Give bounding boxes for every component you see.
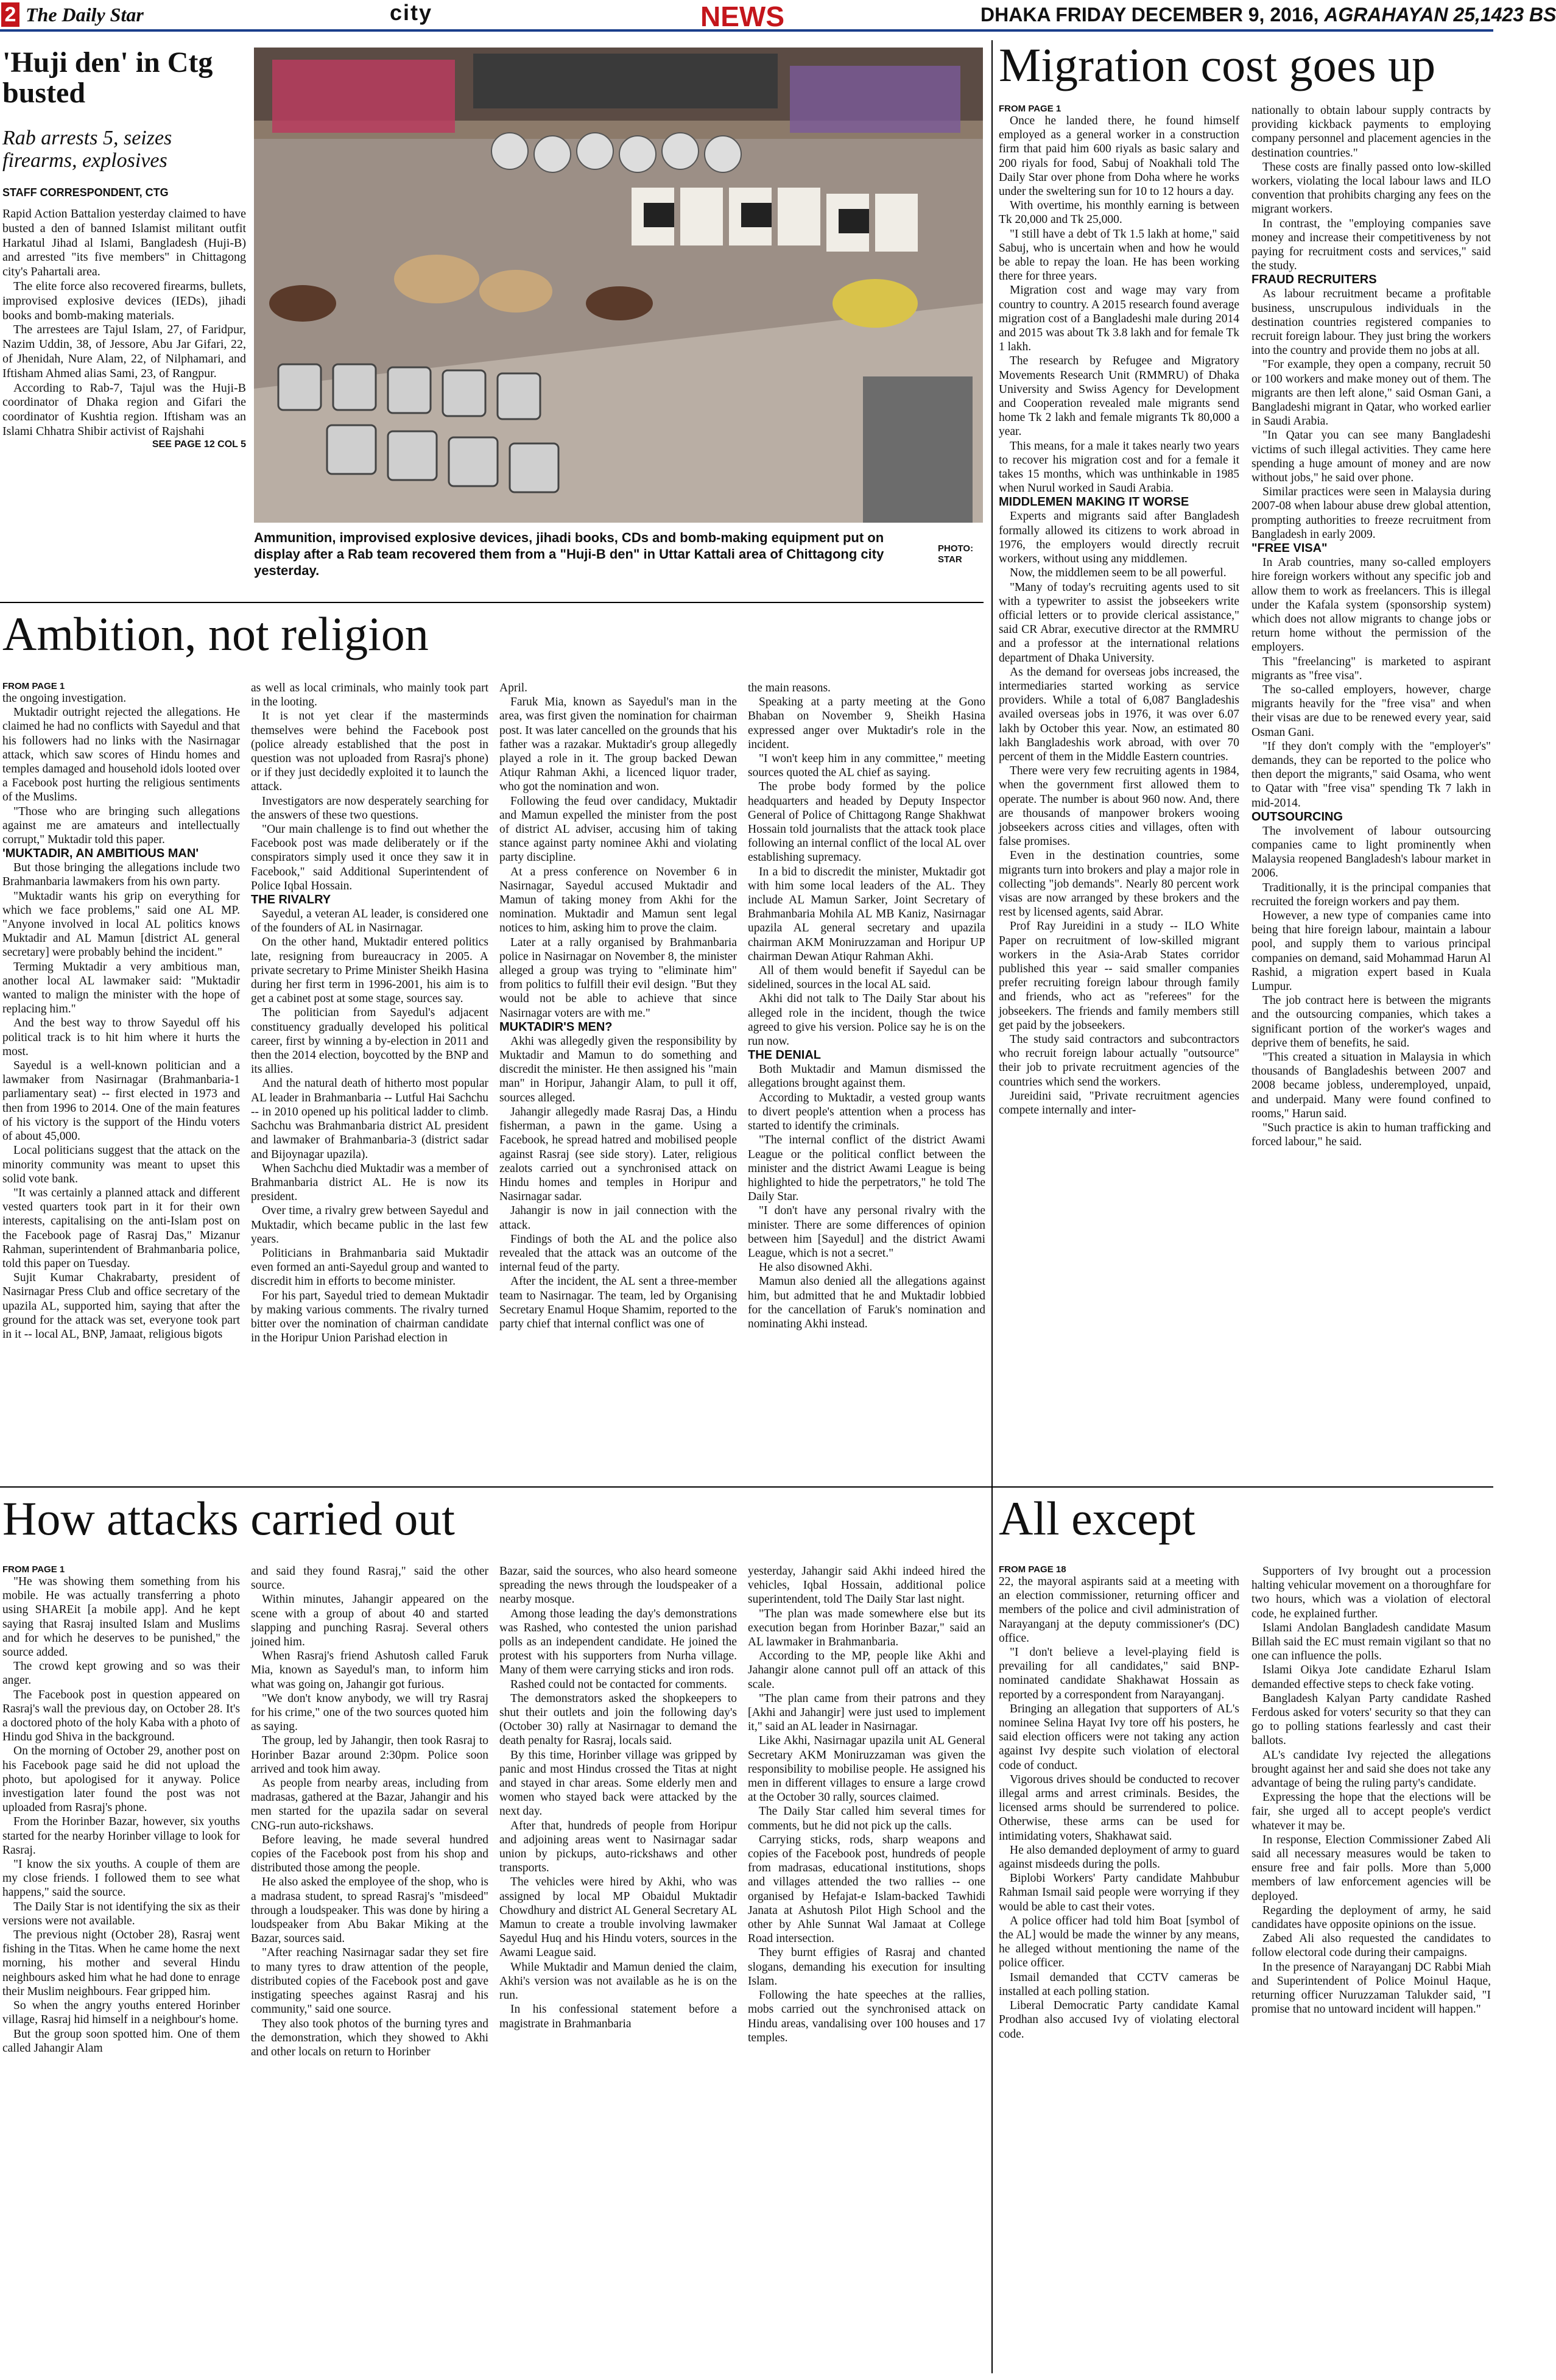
- paragraph: Following the hate speeches at the rallies, mobs carried out the synchronised attack on Hindu areas, vandalising over 100 houses and 17 temples.: [748, 1989, 985, 2044]
- photo-credit-source: STAR: [938, 554, 962, 565]
- paragraph: Once he landed there, he found himself employed as a general worker in a construction firm that paid him 600 riyals as basic salary and 200 riyals for food, Sabuj of Noakhali told The Daily Star over phone from Doha where he works under the sweltering sun for 10 to 12 hours a day.: [999, 115, 1239, 199]
- page-number: 2: [1, 2, 19, 27]
- paragraph: Even in the destination countries, some migrants turn into brokers and play a major role in collecting "job demands". Nearly 80 percent work visas are now arranged by these brokers and the rest by licensed agents, said Abrar.: [999, 849, 1239, 919]
- paragraph: Local politicians suggest that the attack on the minority community was meant to upset this solid vote bank.: [2, 1144, 240, 1185]
- paragraph: The arrestees are Tajul Islam, 27, of Faridpur, Nazim Uddin, 38, of Jessore, Abu Jar Gifari, 22, of Jhenidah, Nure Alam, 22, of Nilphamari, and Iftisham Ahmed alias Sami, 23, of Rangpur.: [2, 323, 246, 380]
- from-page-label: FROM PAGE 1: [2, 681, 65, 691]
- paragraph: Sujit Kumar Chakrabarty, president of Nasirnagar Press Club and office secretary of the upazila AL, supported him, saying that after the ground for the attack was set, everyone took part in it -- local AL, BNP, Jamaat, religious bigots: [2, 1271, 240, 1341]
- subhead: THE RIVALRY: [251, 893, 331, 907]
- paragraph: This means, for a male it takes nearly two years to recover his migration cost and for a female it takes 15 months, which was unthinkable in 1985 when Nurul worked in Saudi Arabia.: [999, 439, 1239, 495]
- paragraph: "This created a situation in Malaysia in which thousands of Bangladeshis between 2007 and 2008 became jobless, underemployed, unpaid, and underpaid. Many were found confined to rooms," Harun said.: [1251, 1051, 1491, 1120]
- paragraph: As people from nearby areas, including from madrasas, gathered at the Bazar, Jahangir and his men started for the upazila sadar on several CNG-run auto-rickshaws.: [251, 1777, 488, 1832]
- paragraph: Bringing an allegation that supporters of AL's nominee Selina Hayat Ivy tore off his posters, he said election officers were not taking any action against Ivy despite such violation of electoral code of conduct.: [999, 1702, 1239, 1772]
- paragraph: Findings of both the AL and the police also revealed that the attack was an outcome of the internal feud of the party.: [499, 1232, 737, 1274]
- allexcept-col-1: [999, 1564, 1239, 2378]
- paragraph: Migration cost and wage may vary from country to country. A 2015 research found average migration cost of a Bangladeshi male during 2014 and 2015 was about Tk 3.8 lakh and for female Tk 1 lakh.: [999, 284, 1239, 354]
- huji-body: [2, 207, 246, 588]
- paragraph: "Many of today's recruiting agents used to sit with a typewriter to assist the jobseekers write official letters or to provide clerical assistance," said CR Abrar, executive director at the RMMRU and a professor at the international relations department of Dhaka University.: [999, 581, 1239, 665]
- paragraph: April.: [499, 682, 528, 694]
- paragraph: The Daily Star called him several times for comments, but he did not pick up the calls.: [748, 1805, 985, 1832]
- paragraph: Zabed Ali also requested the candidates to follow electoral code during their campaigns.: [1251, 1932, 1491, 1960]
- paragraph: and said they found Rasraj," said the other source.: [251, 1565, 488, 1592]
- paragraph: Over time, a rivalry grew between Sayedul and Muktadir, which became public in the last few years.: [251, 1204, 488, 1246]
- paragraph: yesterday, Jahangir said Akhi indeed hired the vehicles, Iqbal Hossain, additional police superintendent, told The Daily Star last night.: [748, 1565, 985, 1606]
- paragraph: Biplobi Workers' Party candidate Mahbubur Rahman Ismail said people were worrying if they would be able to cast their votes.: [999, 1872, 1239, 1913]
- photo-credit-label: PHOTO:: [938, 543, 974, 554]
- paragraph: In response, Election Commissioner Zabed Ali said all necessary measures would be taken to ensure free and fair polls. More than 5,000 members of law enforcement agencies will be deployed.: [1251, 1833, 1491, 1903]
- paragraph: Akhi was allegedly given the responsibility by Muktadir and Mamun to do something and discredit the minister. He then assigned his "main man" in Horipur, Jahangir Alam, to pull it off, sources alleged.: [499, 1034, 737, 1104]
- subhead: OUTSOURCING: [1251, 810, 1343, 824]
- paragraph: When Rasraj's friend Ashutosh called Faruk Mia, known as Sayedul's man, to inform him what was going on, Jahangir got furious.: [251, 1650, 488, 1691]
- paragraph: nationally to obtain labour supply contracts by providing kickback payments to employing company personnel and placement agencies in the destination countries.": [1251, 104, 1491, 160]
- paper-logo: The Daily Star: [26, 4, 144, 26]
- paragraph: After that, hundreds of people from Horipur and adjoining areas went to Nasirnagar sadar union by pickups, auto-rickshaws and other transports.: [499, 1819, 737, 1875]
- paragraph: The job contract here is between the migrants and the outsourcing companies, which takes a significant portion of the worker's wages and deprive them of benefits, he said.: [1251, 994, 1491, 1050]
- paragraph: The crowd kept growing and so was their anger.: [2, 1660, 240, 1687]
- paragraph: So when the angry youths entered Horinber village, Rasraj hid himself in a neighbour's home.: [2, 1999, 240, 2027]
- paragraph: Supporters of Ivy brought out a procession halting vehicular movement on a thoroughfare for two hours, which was a violation of electoral code, he explained further.: [1251, 1565, 1491, 1620]
- allexcept-headline: All except: [999, 1492, 1195, 1545]
- dateline-date: DHAKA FRIDAY DECEMBER 9, 2016,: [980, 4, 1325, 26]
- from-page-label: FROM PAGE 1: [999, 104, 1061, 114]
- paragraph: All of them would benefit if Sayedul can be sidelined, sources in the local AL said.: [748, 964, 985, 992]
- paragraph: 22, the mayoral aspirants said at a meeting with an election commissioner, returning officer and members of the police and civil administration of Narayanganj at the deputy commissioner's (DC) office.: [999, 1575, 1239, 1645]
- paragraph: "Those who are bringing such allegations against me are amateurs and intellectually corrupt," Muktadir told this paper.: [2, 805, 240, 847]
- huji-byline: STAFF CORRESPONDENT, CTG: [2, 186, 169, 199]
- paragraph: "Muktadir wants his grip on everything for which we face problems," said one AL MP. "Anyone involved in local AL politics knows Muktadir and AL Mamun [district AL general secretary] were probably behind the incident.": [2, 889, 240, 959]
- paragraph: For his part, Sayedul tried to demean Muktadir by making various comments. The rivalry turned bitter over the nomination of chairman candidate in the Horipur Union Parishad election in: [251, 1289, 488, 1345]
- ambition-col-1: [2, 681, 240, 1476]
- paragraph: Liberal Democratic Party candidate Kamal Prodhan also accused Ivy of violating electoral code.: [999, 1999, 1239, 2041]
- paragraph: Rapid Action Battalion yesterday claimed to have busted a den of banned Islamist militant outfit Harkatul Jihad al Islami, Bangladesh (Huji-B) and arrested "its five members" in Chittagong city's Pahartali area.: [2, 207, 246, 279]
- paragraph: Prof Ray Jureidini in a study -- ILO White Paper on recruitment of low-skilled migrant workers in the Asia-Arab States corridor published this year -- said smaller companies prefer recruiting foreign labour through family and friends, who act as "referees" for the jobseekers. The friends and family members still get paid by the jobseekers.: [999, 920, 1239, 1032]
- category-label: NEWS: [700, 1, 784, 32]
- paragraph: With overtime, his monthly earning is between Tk 20,000 and Tk 25,000.: [999, 199, 1239, 227]
- attacks-headline: How attacks carried out: [2, 1492, 455, 1545]
- paragraph: According to the MP, people like Akhi and Jahangir alone cannot pull off an attack of this scale.: [748, 1650, 985, 1691]
- paragraph: Ismail demanded that CCTV cameras be installed at each polling station.: [999, 1971, 1239, 1998]
- paragraph: The involvement of labour outsourcing companies came to light prominently when Malaysia reopened Bangladesh's labour market in 2006.: [1251, 824, 1491, 880]
- attacks-col-3: [499, 1564, 737, 2378]
- paragraph: Jahangir allegedly made Rasraj Das, a Hindu fisherman, a pawn in the game. Using a Facebook, he spread hatred and mobilised people against Rasraj (see side story). Later, religious zealots carried out a synchronised attack on Hindu homes and temples in Horipur and Nasirnagar sadar.: [499, 1105, 737, 1204]
- paragraph: But the group soon spotted him. One of them called Jahangir Alam: [2, 2027, 240, 2055]
- migration-headline: Migration cost goes up: [999, 38, 1436, 91]
- paragraph: "I know the six youths. A couple of them are my close friends. I followed them to see what happens," said the source.: [2, 1858, 240, 1899]
- paragraph: Jahangir is now in jail connection with the attack.: [499, 1204, 737, 1232]
- ambition-headline: Ambition, not religion: [2, 607, 429, 660]
- paragraph: The study said contractors and subcontractors who recruit foreign labour actually "outsource" their job to private recruitment agencies of the countries which send the workers.: [999, 1033, 1239, 1089]
- paragraph: Traditionally, it is the principal companies that recruited the foreign workers and pay them.: [1251, 881, 1491, 908]
- paragraph: Following the feud over candidacy, Muktadir and Mamun expelled the minister from the post of district AL adviser, accusing him of taking stance against party nominee Akhi and violating party discipline.: [499, 794, 737, 864]
- paragraph: The previous night (October 28), Rasraj went fishing in the Titas. When he came home the next morning, his mother and several Hindu neighbours asked him what he had done to enrage their Muslim neighbours. Fear gripped him.: [2, 1929, 240, 1998]
- paragraph: On the other hand, Muktadir entered politics late, resigning from bureaucracy in 2005. A private secretary to Prime Minister Sheikh Hasina during her first term in 1996-2001, his aim is to get a cabinet post at some stage, sources say.: [251, 936, 488, 1006]
- subhead: THE DENIAL: [748, 1048, 821, 1062]
- paragraph: Vigorous drives should be conducted to recover illegal arms and arrest criminals. Besides, the licensed arms should be surrendered to police. Otherwise, these arms can be used for intimidating voters, Shakhawat said.: [999, 1773, 1239, 1843]
- allexcept-col-2: [1251, 1564, 1491, 2378]
- attacks-col-2: [251, 1564, 488, 2378]
- paragraph: "For example, they open a company, recruit 50 or 100 workers and make money out of them. The migrants are then left alone," said Osman Gani, a Bangladeshi migrant in Qatar, who worked earlier in Saudi Arabia.: [1251, 358, 1491, 428]
- paragraph: Before leaving, he made several hundred copies of the Facebook post from his shop and distributed those among the people.: [251, 1833, 488, 1875]
- paragraph: But those bringing the allegations include two Brahmanbaria lawmakers from his own party.: [2, 861, 240, 889]
- paragraph: as well as local criminals, who mainly took part in the looting.: [251, 682, 488, 709]
- paragraph: Akhi did not talk to The Daily Star about his alleged role in the incident, though the twice agreed to give his version. Police say he is on the run now.: [748, 992, 985, 1048]
- paragraph: Politicians in Brahmanbaria said Muktadir even formed an anti-Sayedul group and wanted to discredit him in efforts to become minister.: [251, 1246, 488, 1288]
- paragraph: According to Rab-7, Tajul was the Huji-B coordinator of Dhaka region and Gifari the coordinator of Kushtia region. Iftisham was an Islami Chhatra Shibir activist of Rajshahi: [2, 381, 246, 438]
- paragraph: According to Muktadir, a vested group wants to divert people's attention when a process has started to identify the criminals.: [748, 1091, 985, 1133]
- paragraph: The demonstrators asked the shopkeepers to shut their outlets and join the following day's (October 30) rally at Nasirnagar to demand the death penalty for Rasraj, locals said.: [499, 1692, 737, 1748]
- paragraph: There were very few recruiting agents in 1984, when the government first allowed them to operate. The number is about 960 now. And, there are thousands of manpower brokers wooing jobseekers across cities and villages, often with false promises.: [999, 764, 1239, 849]
- paragraph: Both Muktadir and Mamun dismissed the allegations brought against them.: [748, 1063, 985, 1090]
- paragraph: In a bid to discredit the minister, Muktadir got with him some local leaders of the AL. They include AL Mamun Sarker, Joint Secretary of Brahmanbaria Mohila AL MB Kaniz, Nasirnagar upazila AL general secretary and upazila chairman AKM Moniruzzaman and Horipur UP chairman Dewan Atiqur Rahman Akhi.: [748, 865, 985, 963]
- subhead: 'MUKTADIR, AN AMBITIOUS MAN': [2, 847, 199, 861]
- paragraph: It is not yet clear if the masterminds themselves were behind the Facebook post (police already established that the post in question was not uploaded from Rasraj's phone) or if they just decidedly exploited it to launch the attack.: [251, 710, 488, 794]
- paragraph: And the best way to throw Sayedul off his political track is to hit him where it hurts the most.: [2, 1017, 240, 1058]
- huji-deck: Rab arrests 5, seizes firearms, explosives: [2, 127, 172, 172]
- paragraph: Islami Oikya Jote candidate Ezharul Islam demanded effective steps to check fake voting.: [1251, 1664, 1491, 1691]
- migration-col-2: [1251, 104, 1491, 1480]
- paragraph: Experts and migrants said after Bangladesh formally allowed its citizens to work abroad in 1976, the employers would directly recruit workers, without using any middlemen.: [999, 510, 1239, 566]
- paragraph: Investigators are now desperately searching for the answers of these two questions.: [251, 794, 488, 822]
- paragraph: The politician from Sayedul's adjacent constituency gradually developed his political career, first by winning a by-election in 2011 and then the 2014 election, boycotted by the BNP and its allies.: [251, 1006, 488, 1076]
- ambition-top-rule: [0, 602, 984, 603]
- paragraph: This "freelancing" is marketed to aspirant migrants as "free visa".: [1251, 655, 1491, 682]
- paragraph: Terming Muktadir a very ambitious man, another local AL lawmaker said: "Muktadir wanted to malign the minister with the hope of replacing him.": [2, 960, 240, 1016]
- paragraph: Faruk Mia, known as Sayedul's man in the area, was first given the nomination for chairman post. It was later cancelled on the grounds that his father was a razakar. Muktadir's group allegedly played a role in it. The group backed Dewan Atiqur Rahman Akhi, a licenced liquor trader, who got the nomination and won.: [499, 696, 737, 794]
- paragraph: "I still have a debt of Tk 1.5 lakh at home," said Sabuj, who is uncertain when and how he would be able to repay the loan. He has been working there for three years.: [999, 227, 1239, 283]
- paragraph: After the incident, the AL sent a three-member team to Nasirnagar. The team, led by Organising Secretary Enamul Hoque Shamim, reported to the party chief that internal conflict was one of: [499, 1275, 737, 1330]
- paragraph: Regarding the deployment of army, he said candidates have opposite opinions on the issue.: [1251, 1904, 1491, 1932]
- paragraph: From the Horinber Bazar, however, six youths started for the nearby Horinber village to look for Rasraj.: [2, 1815, 240, 1857]
- paragraph: Rashed could not be contacted for comments.: [510, 1678, 727, 1691]
- column-divider: [991, 40, 993, 2373]
- paragraph: Jureidini said, "Private recruitment agencies compete internally and inter-: [999, 1089, 1239, 1117]
- paragraph: "Our main challenge is to find out whether the Facebook post was made deliberately or if the conspirators simply used it once they saw it in Facebook," said Additional Superintendent of Police Iqbal Hossain.: [251, 823, 488, 892]
- paragraph: Bazar, said the sources, who also heard someone spreading the news through the loudspeaker of a nearby mosque.: [499, 1565, 737, 1606]
- paragraph: Like Akhi, Nasirnagar upazila unit AL General Secretary AKM Moniruzzaman was given the responsibility to mobilise people. He assigned his men in different villages to ensure a large crowd at the October 30 rally, sources claimed.: [748, 1734, 985, 1804]
- paragraph: Carrying sticks, rods, sharp weapons and copies of the Facebook post, hundreds of people from madrasas, educational institutions, shops and villages attended the two rallies -- one organised by Hefajat-e Islam-backed Tawhidi Janata at Ashutosh Pilot High School and the other by Ahle Sunnat Wal Jamaat at College Road intersection.: [748, 1833, 985, 1946]
- ambition-col-3: [499, 681, 737, 1476]
- ambition-col-4: [748, 681, 985, 1476]
- lower-section-rule: [0, 1486, 1493, 1488]
- paragraph: He also disowned Akhi.: [759, 1261, 873, 1274]
- dateline-bangla-date: AGRAHAYAN 25,1423 BS: [1324, 4, 1556, 26]
- paragraph: The Facebook post in question appeared on Rasraj's wall the previous day, on October 28. It's a doctored photo of the holy Kaba with a photo of Hindu god Shiva in the background.: [2, 1688, 240, 1744]
- paragraph: "If they don't comply with the "employer's" demands, they can be reported to the police who then deport the migrants," said Osama, who went to Qatar with "free visa" spending Tk 7 lakh in mid-2014.: [1251, 740, 1491, 810]
- paragraph: Islami Andolan Bangladesh candidate Masum Billah said the EC must remain vigilant so that no one can influence the polls.: [1251, 1621, 1491, 1663]
- paragraph: Sayedul is a well-known politician and a lawmaker from Nasirnagar (Brahmanbaria-1 parliamentary seat) -- first elected in 1973 and then from 1996 to 2014. One of the main features of his victory is the support of the Hindu voters of about 45,000.: [2, 1059, 240, 1143]
- photo-illustration: [254, 48, 983, 523]
- paragraph: And the natural death of hitherto most popular AL leader in Brahmanbaria -- Lutful Hai Sachchu -- in 2010 opened up his political ladder to climb. Sachchu was Brahmanbaria district AL president and lawmaker of Brahmanbaria-3 (district sadar and Bijoynagar upazila).: [251, 1077, 488, 1161]
- paragraph: A police officer had told him Boat [symbol of the AL] would be made the winner by any means, he alleged without mentioning the name of the police officer.: [999, 1914, 1239, 1970]
- masthead: [0, 0, 1556, 32]
- paragraph: "He was showing them something from his mobile. He was actually transferring a photo using SHAREit [a mobile app]. And he kept saying that Rasraj insulted Islam and Muslims and for which he deserves to be punished," the source added.: [2, 1575, 240, 1659]
- paragraph: Muktadir outright rejected the allegations. He claimed he had no conflicts with Sayedul and that his followers had no links with the Nasirnagar attack, which saw scores of Hindu homes and temples damaged and household idols looted over a Facebook post hurting the religious sentiments of the Muslims.: [2, 706, 240, 804]
- paragraph: By this time, Horinber village was gripped by panic and most Hindus crossed the Titas at night and stayed in char areas. Some elderly men and women who stayed back were attacked by the next day.: [499, 1748, 737, 1818]
- paragraph: "We don't know anybody, we will try Rasraj for his crime," one of the two sources quoted him as saying.: [251, 1692, 488, 1734]
- paragraph: "After reaching Nasirnagar sadar they set fire to many tyres to draw attention of the people, distributed copies of the Facebook post and gave instigating speeches against Rasraj and his community," said one source.: [251, 1946, 488, 2016]
- paragraph: The Daily Star is not identifying the six as their versions were not available.: [2, 1900, 240, 1927]
- paragraph: These costs are finally passed onto low-skilled workers, violating the local labour laws and ILO convention that prohibits charging any fees on the migrant workers.: [1251, 160, 1491, 216]
- attacks-col-1: [2, 1564, 240, 2378]
- paragraph: However, a new type of companies came into being that hire foreign labour, maintain a labour pool, and supply them to various principal companies on demand, said Mohammad Harun Al Rashid, a migration expert based in Kuala Lumpur.: [1251, 909, 1491, 993]
- paragraph: When Sachchu died Muktadir was a member of Brahmanbaria district AL. He is now its president.: [251, 1162, 489, 1204]
- paragraph: the ongoing investigation.: [2, 692, 127, 705]
- paragraph: "Such practice is akin to human trafficking and forced labour," he said.: [1251, 1121, 1491, 1149]
- section-label: city: [390, 0, 433, 25]
- paragraph: "It was certainly a planned attack and different vested quarters took part in it for their own interests, capitalising on the anti-Islam post on the Facebook page of Rasraj Das," Mizanur Rahman, superintendent of Brahmanbaria police, told this paper on Tuesday.: [2, 1186, 240, 1270]
- paragraph: At a press conference on November 6 in Nasirnagar, Sayedul accused Muktadir and Mamun of taking money from Akhi for the nomination. Muktadir and Mamun sent legal notices to him, asking him to prove the claim.: [499, 865, 737, 935]
- paragraph: The research by Refugee and Migratory Movements Research Unit (RMMRU) of Dhaka University and Swiss Agency for Development and Cooperation revealed male migrants send home Tk 2 lakh and female migrants Tk 80,000 a year.: [999, 355, 1239, 439]
- dateline: [980, 4, 1556, 26]
- migration-col-1: [999, 104, 1239, 1480]
- paragraph: "The internal conflict of the district Awami League or the political conflict between the minister and the district Awami League is being highlighted to hide the perpetrators," he told The Daily Star.: [748, 1134, 985, 1204]
- paragraph: He also asked the employee of the shop, who is a madrasa student, to spread Rasraj's "misdeed" through a loudspeaker. This was done by hiring a loudspeaker from Abu Bakar Miking at the Bazar, sources said.: [251, 1876, 488, 1946]
- paragraph: The vehicles were hired by Akhi, who was assigned by local MP Obaidul Muktadir Chowdhury and district AL General Secretary AL Mamun to create a trouble involving lawmaker Sayedul Huq and his Hindu voters, sources in the Awami League said.: [499, 1876, 737, 1960]
- paragraph: "I don't have any personal rivalry with the minister. There are some differences of opinion between him [Sayedul] and the district Awami League, which is not a secret.": [748, 1204, 985, 1260]
- paragraph: Similar practices were seen in Malaysia during 2007-08 when labour abuse drew global attention, prompting authorities to freeze recruitment from Bangladesh in early 2009.: [1251, 486, 1491, 541]
- attacks-col-4: [748, 1564, 985, 2378]
- paragraph: The probe body formed by the police headquarters and headed by Deputy Inspector General of Police of Chittagong Range Shakhwat Hossain told journalists that the attack took place following an internal conflict of the local AL over establishing supremacy.: [748, 780, 985, 864]
- paragraph: As the demand for overseas jobs increased, the intermediaries started working as service providers. While a total of 6,087 Bangladeshis availed overseas jobs in 1976, it was over 6.07 lakh by October this year. Now, an estimated 80 lakh Bangladeshis work abroad, with over 70 percent of them in the Middle Eastern countries.: [999, 665, 1239, 763]
- from-page-label: FROM PAGE 18: [999, 1564, 1066, 1575]
- paragraph: "I don't believe a level-playing field is prevailing for all candidates," said BNP-nominated candidate Shakhawat Hossain as reported by a correspondent from Narayanganj.: [999, 1646, 1239, 1701]
- paragraph: AL's candidate Ivy rejected the allegations brought against her and said she does not take any advantage of being the ruling party's candidate.: [1251, 1748, 1491, 1790]
- paragraph: In Arab countries, many so-called employers hire foreign workers without any specific job and allow them to work as freelancers. This is illegal under the Kafala system (sponsorship system) which does not allow migrants to change jobs or return home without the permission of the employers.: [1251, 556, 1491, 654]
- see-page-jump: SEE PAGE 12 COL 5: [152, 439, 246, 450]
- paragraph: Speaking at a party meeting at the Gono Bhaban on November 9, Sheikh Hasina expressed anger over Muktadir's role in the incident.: [748, 696, 985, 751]
- paragraph: "The plan was made somewhere else but its execution began from Horinber Bazar," said an AL lawmaker in Brahmanbaria.: [748, 1607, 985, 1649]
- paragraph: In his confessional statement before a magistrate in Brahmanbaria: [499, 2003, 737, 2030]
- seized-items-photo: [254, 48, 983, 523]
- paragraph: Within minutes, Jahangir appeared on the scene with a group of about 40 and started slapping and punching Rasraj. Several others joined him.: [251, 1593, 488, 1649]
- subhead: FRAUD RECRUITERS: [1251, 273, 1377, 287]
- subhead: MIDDLEMEN MAKING IT WORSE: [999, 495, 1189, 509]
- paragraph: "In Qatar you can see many Bangladeshi victims of such illegal activities. They came here spending a huge amount of money and are now without jobs," he said over phone.: [1251, 429, 1491, 485]
- huji-headline: 'Huji den' in Ctg busted: [2, 46, 213, 110]
- paragraph: As labour recruitment became a profitable business, unscrupulous individuals in the destination countries registered companies to recruit foreign labour. They just bring the workers into the country and provide them no jobs at all.: [1251, 288, 1491, 358]
- paragraph: Mamun also denied all the allegations against him, but admitted that he and Muktadir lobbied for the cancellation of Faruk's nomination and nominating Akhi instead.: [748, 1275, 985, 1330]
- paragraph: The elite force also recovered firearms, bullets, improvised explosive devices (IEDs), jihadi books and bomb-making materials.: [2, 279, 246, 322]
- paragraph: They burnt effigies of Rasraj and chanted slogans, demanding his execution for insulting Islam.: [748, 1946, 985, 1988]
- paragraph: "The plan came from their patrons and they [Akhi and Jahangir] were just used to implement it," said an AL leader in Nasirnagar.: [748, 1692, 985, 1734]
- paragraph: The group, led by Jahangir, then took Rasraj to Horinber Bazar around 2:30pm. Police soon arrived and took him away.: [251, 1734, 488, 1776]
- paragraph: In contrast, the "employing companies save money and increase their competitiveness by not paying for recruitment costs and services," said the study.: [1251, 217, 1491, 273]
- subhead: MUKTADIR'S MEN?: [499, 1020, 613, 1034]
- paragraph: While Muktadir and Mamun denied the claim, Akhi's version was not available as he is on the run.: [499, 1960, 737, 2002]
- ambition-col-2: [251, 681, 488, 1476]
- paragraph: On the morning of October 29, another post on his Facebook page said he did not upload the photo, but apologised for it anyway. Police investigation later found the post was not uploaded from Rasraj's phone.: [2, 1745, 240, 1815]
- subhead: "FREE VISA": [1251, 542, 1328, 556]
- paragraph: the main reasons.: [748, 682, 831, 694]
- from-page-label: FROM PAGE 1: [2, 1564, 65, 1575]
- paragraph: Among those leading the day's demonstrations was Rashed, who contested the union parishad polls as an independent candidate. He joined the protest with his supporters from Nurha village. Many of them were carrying sticks and iron rods.: [499, 1607, 737, 1677]
- paragraph: The so-called employers, however, charge migrants heavily for the "free visa" and when their visas are due to be renewed every year, said Osman Gani.: [1251, 683, 1491, 739]
- paragraph: In the presence of Narayanganj DC Rabbi Miah and Superintendent of Police Moinul Haque, returning officer Nuruzzaman Talukder said, "I promise that no untoward incident will happen.": [1251, 1960, 1491, 2016]
- paragraph: Expressing the hope that the elections will be fair, she urged all to accept people's verdict whatever it may be.: [1251, 1791, 1491, 1832]
- paragraph: Bangladesh Kalyan Party candidate Rashed Ferdous asked for voters' security so that they can go to polling stations fearlessly and cast their ballots.: [1251, 1692, 1491, 1748]
- paragraph: Now, the middlemen seem to be all powerful.: [1010, 567, 1227, 580]
- photo-caption: Ammunition, improvised explosive devices, jihadi books, CDs and bomb-making equipment put on display after a Rab team recovered them from a "Huji-B den" in Uttar Kattali area of Chittagong city yesterday.: [254, 530, 884, 578]
- paragraph: They also took photos of the burning tyres and the demonstration, which they showed to Akhi and other locals on return to Horinber: [251, 2017, 488, 2058]
- paragraph: Sayedul, a veteran AL leader, is considered one of the founders of AL in Nasirnagar.: [251, 908, 488, 935]
- paragraph: He also demanded deployment of army to guard against misdeeds during the polls.: [999, 1843, 1239, 1871]
- photo-credit: [938, 543, 973, 565]
- paragraph: "I won't keep him in any committee," meeting sources quoted the AL chief as saying.: [748, 752, 985, 780]
- paragraph: Later at a rally organised by Brahmanbaria police in Nasirnagar on November 8, the minister alleged a group was trying to "eliminate him" from politics to fulfill their evil design. "But they would not be able to achieve that since Nasirnagar voters are with me.": [499, 936, 737, 1020]
